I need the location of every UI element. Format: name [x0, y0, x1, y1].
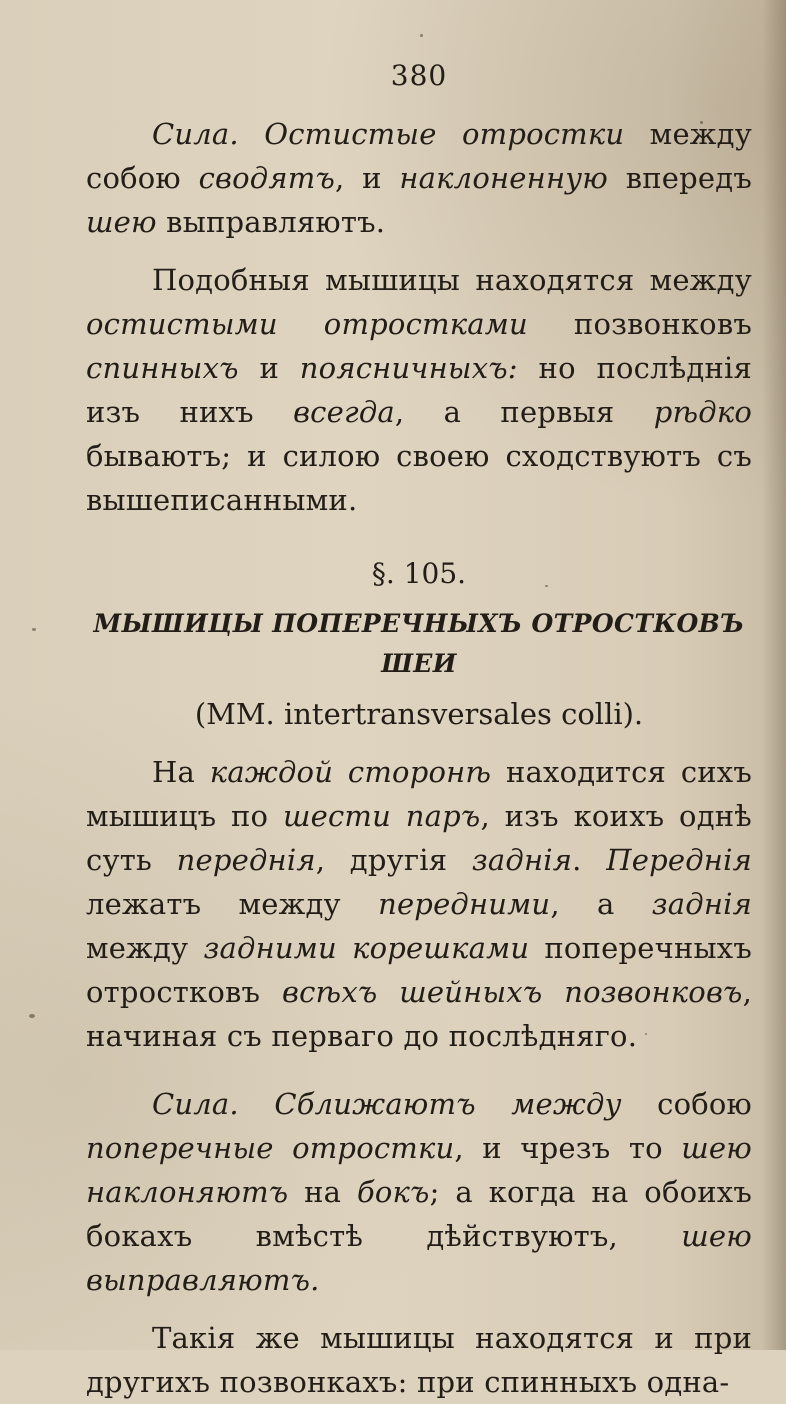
text-run: всѣхъ шейныхъ позвонковъ — [282, 975, 743, 1009]
page-number: 380 — [390, 59, 448, 92]
text-run: На — [152, 755, 210, 789]
text-run: бываютъ; и силою своею сходствуютъ съ вышеписанными. — [86, 439, 752, 517]
text-run: всегда — [293, 395, 395, 429]
text-run: Сила. Сближаютъ между — [152, 1087, 622, 1121]
paragraph-4 — [86, 1082, 752, 1302]
text-run: Подобныя мышицы находятся между — [152, 263, 752, 297]
text-run: наклоненную — [399, 161, 609, 195]
text-run: поперечныхъ отростковъ — [86, 931, 752, 1009]
text-run: спинныхъ — [86, 351, 239, 385]
text-run: бокъ — [356, 1175, 430, 1209]
text-run: , и чрезъ то — [454, 1131, 682, 1165]
text-run: , и — [334, 161, 400, 195]
text-run: , начиная съ перваго до послѣдняго. — [86, 975, 752, 1053]
section-heading: МЫШИЦЫ ПОПЕРЕЧНЫХЪ ОТРОСТКОВЪ ШЕИ — [93, 609, 745, 678]
speck — [420, 34, 423, 37]
text-run: заднія — [651, 887, 752, 921]
text-run: впередъ — [608, 161, 752, 195]
paragraph-2 — [86, 258, 752, 522]
text-run: ; а когда на обоихъ бокахъ вмѣстѣ дѣйствуютъ, — [86, 1175, 752, 1253]
paragraph-3 — [86, 750, 752, 1058]
text-run: , а первыя — [394, 395, 654, 429]
text-run: позвонковъ — [527, 307, 753, 341]
text-run: рѣдко — [653, 395, 752, 429]
text-run: находится сихъ мышицъ по — [86, 755, 753, 833]
text-run: , другія — [315, 843, 472, 877]
text-run: между собою — [86, 117, 752, 195]
text-run: и — [238, 351, 300, 385]
text-run: остистыми отростками — [86, 307, 528, 341]
paragraph-1 — [86, 112, 752, 244]
text-run: на — [288, 1175, 357, 1209]
text-run: выправляютъ. — [156, 205, 386, 239]
text-run: переднія — [176, 843, 316, 877]
text-run: задними корешками — [203, 931, 530, 965]
text-run: но послѣднія изъ нихъ — [86, 351, 752, 429]
text-run: Переднія — [606, 843, 752, 877]
text-run: лежатъ между — [86, 887, 379, 921]
text-run: передними — [378, 887, 551, 921]
paragraph-5 — [86, 1316, 752, 1404]
speck — [29, 1014, 35, 1018]
text-run: шею выправляютъ. — [86, 1219, 752, 1297]
text-run: заднія — [471, 843, 573, 877]
text-run: шести паръ — [282, 799, 481, 833]
text-run: поясничныхъ: — [299, 351, 518, 385]
latin-subtitle: (ММ. intertransversales colli). — [194, 697, 644, 731]
section-number: §. 105. — [371, 557, 467, 590]
text-run: , изъ коихъ однѣ суть — [86, 799, 752, 877]
text-run: между — [86, 931, 204, 965]
text-run: собою — [621, 1087, 752, 1121]
text-run: Сила. Остистые отростки — [152, 117, 625, 151]
text-run: , а — [550, 887, 652, 921]
text-run: . — [572, 843, 607, 877]
text-run: Такія же мышицы находятся и при другихъ позвонкахъ: при спинныхъ одна- — [86, 1321, 752, 1399]
text-run: шею наклоняютъ — [86, 1131, 752, 1209]
text-run: шею — [86, 205, 157, 239]
text-run: каждой сторонѣ — [209, 755, 492, 789]
text-run: сводятъ — [198, 161, 335, 195]
text-run: поперечные отростки — [86, 1131, 455, 1165]
speck — [32, 628, 36, 631]
